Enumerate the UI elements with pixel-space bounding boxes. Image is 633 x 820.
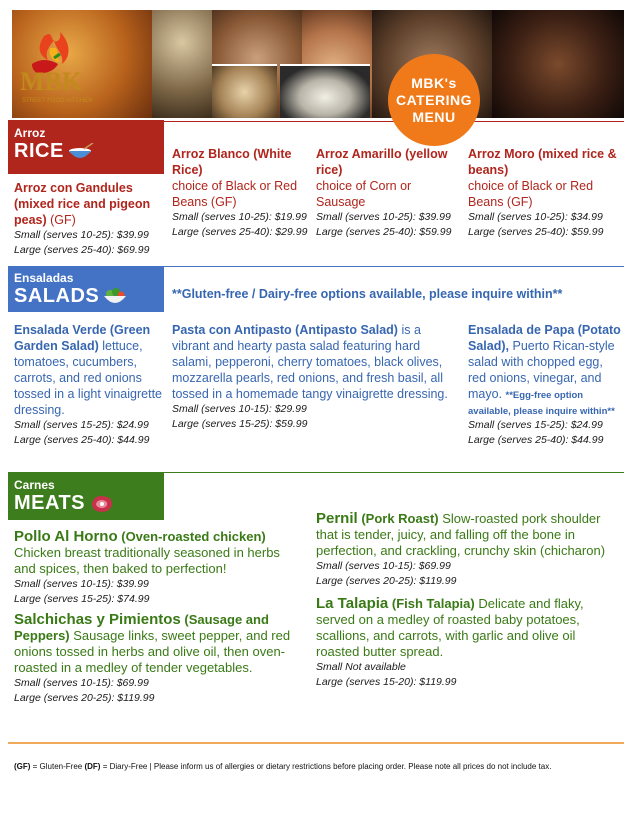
badge-line: MENU: [412, 108, 456, 125]
df-text: = Diary-Free | Please inform us of allergies or dietary restrictions before placing order. Please note all prices do not include tax.: [100, 762, 552, 771]
food-photo: [152, 10, 212, 118]
item-desc: choice of Corn or Sausage: [316, 179, 412, 209]
item-title: Pasta con Antipasto (Antipasto Salad): [172, 323, 398, 337]
dietary-note: **Gluten-free / Dairy-free options available, please inquire within**: [172, 287, 563, 301]
item-desc: Chicken breast traditionally seasoned in herbs and spices, then baked to perfection!: [14, 545, 280, 576]
salads-section-header: [8, 266, 164, 312]
header-banner: [12, 10, 624, 118]
item-title: Arroz Blanco (White Rice): [172, 147, 292, 177]
section-divider: [164, 472, 624, 473]
price-small: Small (serves 10-25): $19.99: [172, 211, 307, 223]
meat-steak-icon: [89, 494, 115, 514]
price-large: Large (serves 25-40): $44.99: [468, 434, 604, 446]
price-small: Small (serves 15-25): $24.99: [14, 419, 149, 431]
item-title: Salchichas y Pimientos: [14, 611, 181, 628]
item-subtitle: (Oven-roasted chicken): [121, 529, 266, 544]
item-title: La Talapia: [316, 595, 389, 612]
item-desc: is a vibrant and hearty pasta salad featuring hard salami, pepperoni, cherry tomatoes, black olives, mozzarella pearls, red onions, and fresh basil, all tossed in a homemade tangy vinaigrette dressing.: [172, 323, 448, 401]
section-label-big: SALADS: [14, 285, 164, 308]
rice-section-header: [8, 120, 164, 174]
item-title: Pollo Al Horno: [14, 528, 118, 545]
price-large: Large (serves 15-20): $119.99: [316, 676, 457, 688]
food-photo: [492, 10, 624, 118]
price-large: Large (serves 20-25): $119.99: [14, 692, 155, 704]
item-subtitle: (Fish Talapia): [391, 596, 475, 611]
price-large: Large (serves 20-25): $119.99: [316, 575, 457, 587]
item-desc: choice of Black or Red Beans (GF): [468, 179, 594, 209]
menu-item: [316, 146, 462, 240]
section-label-small: Carnes: [14, 478, 55, 492]
food-photo: [212, 64, 277, 118]
section-divider: [164, 266, 624, 267]
gf-text: = Gluten-Free: [30, 762, 85, 771]
item-subtitle: (Pork Roast): [361, 511, 439, 526]
menu-item: [14, 322, 164, 448]
menu-item: [14, 180, 164, 258]
item-desc: lettuce, tomatoes, cucumbers, carrots, and red onions tossed in a light vinaigrette dressing.: [14, 339, 163, 417]
svg-text:MBK: MBK: [20, 67, 83, 96]
price-small: Small (serves 10-25): $39.99: [316, 211, 451, 223]
gf-abbrev: (GF): [14, 762, 31, 771]
section-label-small: Arroz: [14, 126, 46, 140]
item-title: Pernil: [316, 510, 358, 527]
menu-item: [316, 511, 622, 589]
item-title: Ensalada de Papa (Potato Salad),: [468, 323, 621, 353]
menu-item: [172, 322, 458, 432]
price-small: Small (serves 10-15): $69.99: [316, 560, 451, 572]
price-large: Large (serves 15-25): $74.99: [14, 593, 150, 605]
df-abbrev: (DF): [84, 762, 101, 771]
menu-item: [468, 146, 624, 240]
price-large: Large (serves 15-25): $59.99: [172, 418, 308, 430]
item-desc: Puerto Rican-style salad with chopped egg, red onions, vinegar, and mayo.: [468, 339, 615, 401]
price-large: Large (serves 25-40): $29.99: [172, 226, 308, 238]
footer-note: [14, 762, 551, 771]
price-small: Small (serves 10-25): $39.99: [14, 229, 149, 241]
price-large: Large (serves 25-40): $59.99: [316, 226, 452, 238]
badge-line: CATERING: [395, 91, 473, 108]
svg-text:STREET FOOD KITCHEN: STREET FOOD KITCHEN: [22, 98, 93, 104]
rice-bowl-icon: [68, 143, 94, 161]
section-label-big: RICE: [14, 140, 164, 163]
footer-divider: [8, 742, 624, 744]
section-label-small: Ensaladas: [14, 271, 74, 285]
price-small: Small (serves 10-15): $69.99: [14, 677, 149, 689]
item-desc: Sausage links, sweet pepper, and red onions tossed in herbs and olive oil, then oven-roasted in a medley of tender vegetables.: [14, 628, 291, 675]
price-small: Small (serves 10-15): $39.99: [14, 578, 149, 590]
item-title: Ensalada Verde (Green Garden Salad): [14, 323, 151, 353]
menu-item: [14, 612, 304, 706]
item-desc: choice of Black or Red Beans (GF): [172, 179, 298, 209]
menu-item: [468, 322, 624, 448]
section-label-big: MEATS: [14, 492, 164, 515]
price-small: Small Not available: [316, 661, 406, 673]
mbk-logo: [14, 28, 110, 110]
price-small: Small (serves 15-25): $24.99: [468, 419, 603, 431]
menu-item: [14, 529, 304, 607]
price-small: Small (serves 10-25): $34.99: [468, 211, 603, 223]
food-photo: [280, 64, 370, 118]
price-large: Large (serves 25-40): $44.99: [14, 434, 150, 446]
price-large: Large (serves 25-40): $59.99: [468, 226, 604, 238]
menu-item: [316, 596, 606, 690]
item-subtitle: (Sausage and Peppers): [14, 612, 269, 643]
item-title: Arroz con Gandules (mixed rice and pigeon peas): [14, 181, 151, 227]
price-small: Small (serves 10-15): $29.99: [172, 403, 307, 415]
badge-line: MBK's: [411, 74, 457, 91]
item-title: Arroz Amarillo (yellow rice): [316, 147, 448, 177]
item-title: Arroz Moro (mixed rice & beans): [468, 147, 617, 177]
price-large: Large (serves 25-40): $69.99: [14, 244, 150, 256]
meats-section-header: [8, 472, 164, 520]
item-desc: (GF): [50, 213, 76, 227]
salad-bowl-icon: [103, 288, 127, 306]
catering-menu-badge: [388, 54, 480, 146]
item-desc: Delicate and flaky, served on a medley of roasted baby potatoes, scallions, and carrots, with garlic and olive oil roasted butter spread.: [316, 596, 584, 659]
item-desc: Slow-roasted pork shoulder that is tender, juicy, and falling off the bone in perfection, and crackling, crunchy skin (chicharon): [316, 511, 606, 558]
egg-free-note: **Egg-free option available, please inquire within**: [468, 390, 615, 417]
menu-item: [172, 146, 310, 240]
